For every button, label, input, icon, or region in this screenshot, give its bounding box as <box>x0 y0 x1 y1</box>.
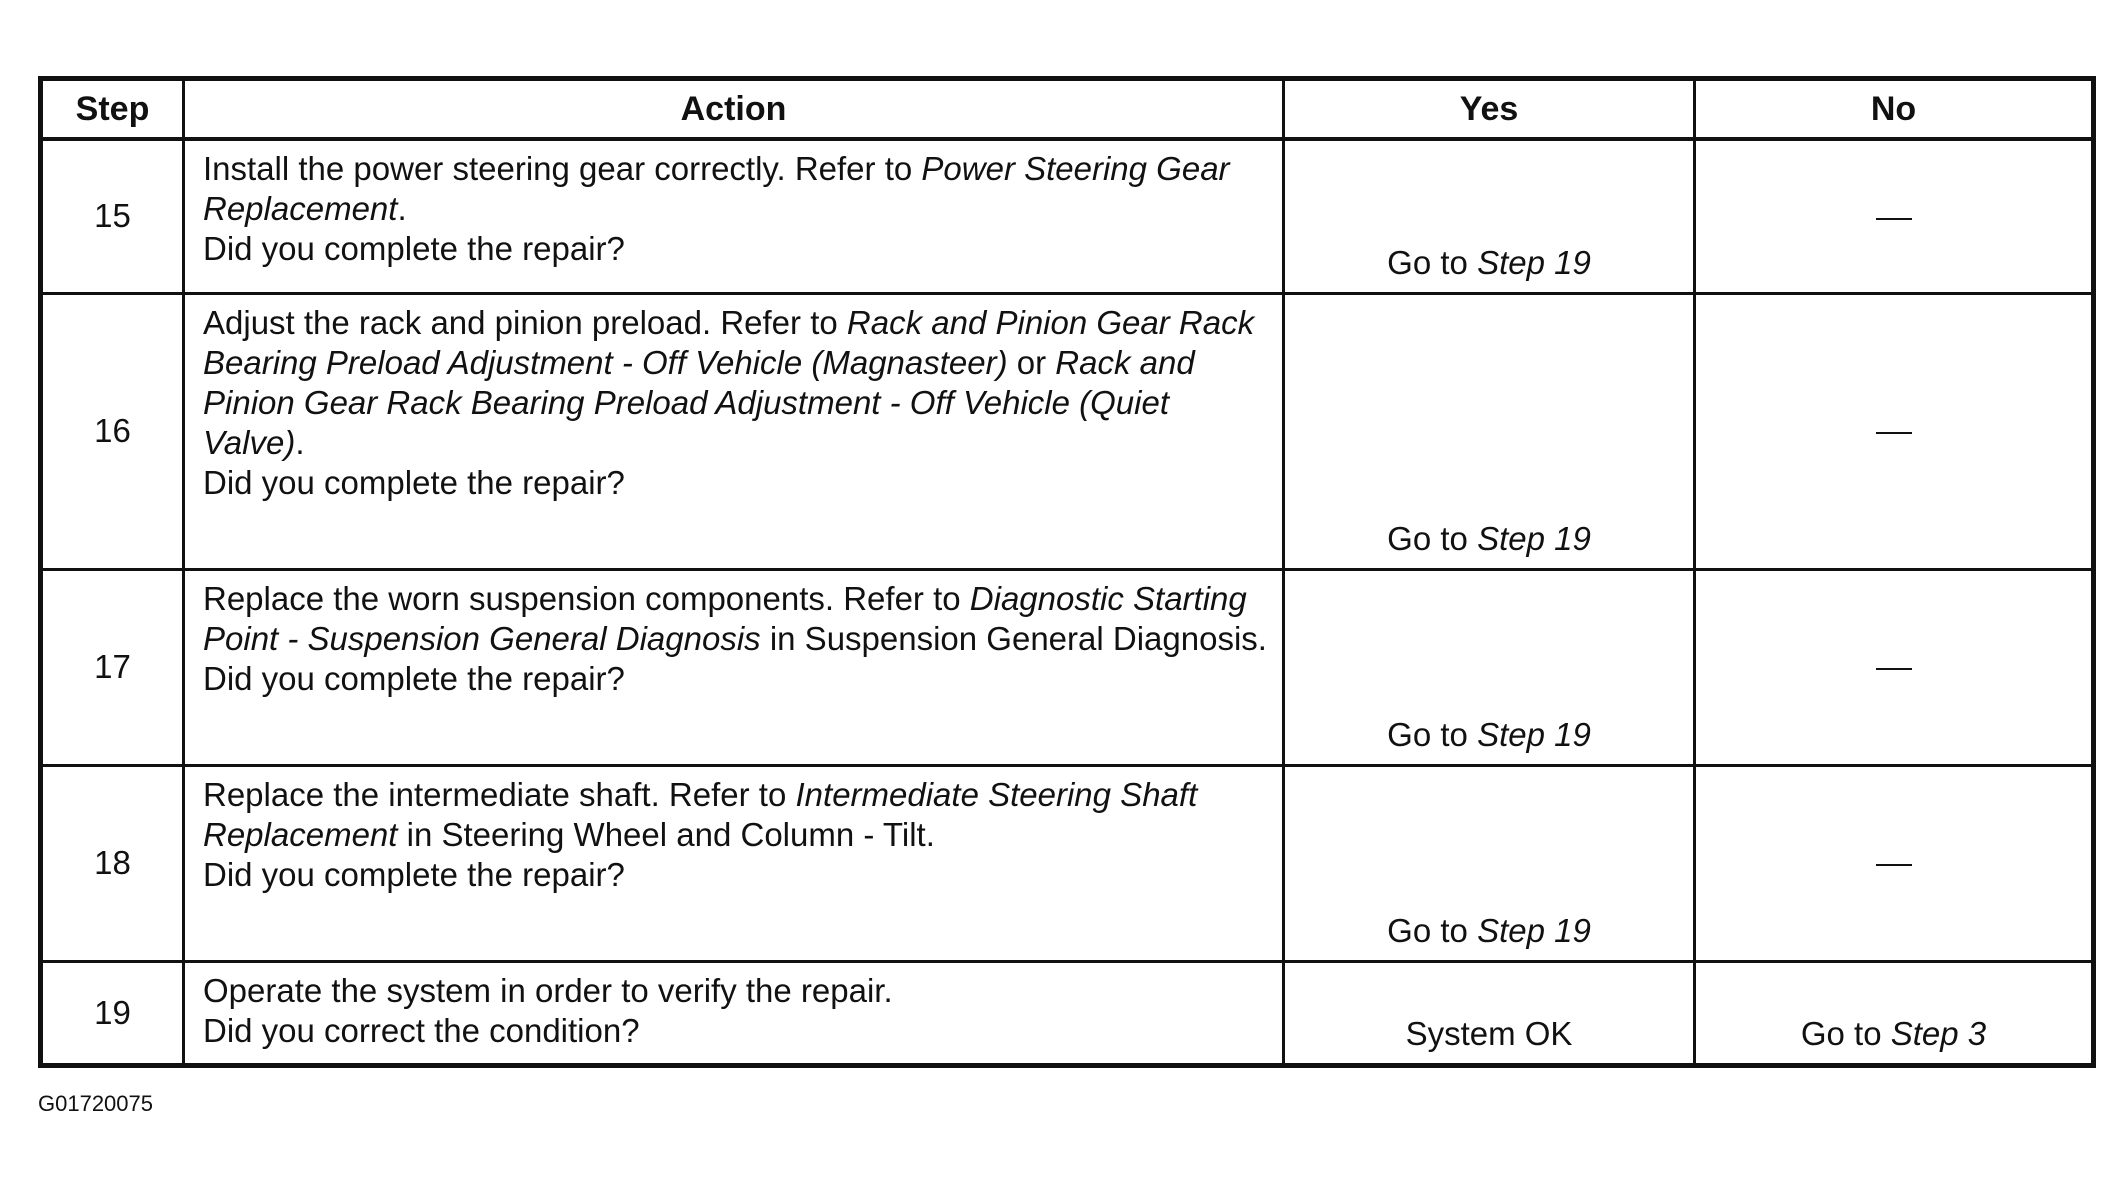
no-result <box>1695 569 2094 765</box>
yes-text: Go to <box>1387 715 1478 753</box>
dash-icon <box>1876 668 1912 670</box>
instruction-text: . <box>397 190 407 227</box>
yes-text: Go to <box>1387 519 1478 557</box>
header-no: No <box>1695 79 2094 140</box>
step-number: 18 <box>41 765 184 961</box>
yes-step-reference: Step 19 <box>1477 715 1591 753</box>
no-step-reference: Step 3 <box>1890 1014 1987 1052</box>
yes-result <box>1284 569 1695 765</box>
action-question: Did you complete the repair? <box>203 230 625 267</box>
instruction-text: Operate the system in order to verify the repair. <box>203 971 893 1009</box>
action-instruction <box>203 149 1272 229</box>
action-content <box>203 303 1272 503</box>
no-result <box>1695 293 2094 569</box>
procedure-reference: Diagnostic Starting Point - Suspension General Diagnosis <box>203 579 1247 657</box>
instruction-text: in Steering Wheel and Column - Tilt. <box>397 815 935 853</box>
action-instruction <box>203 775 1272 855</box>
action-cell <box>184 961 1284 1065</box>
table-row <box>41 293 2094 569</box>
step-number: 19 <box>41 961 184 1065</box>
no-result <box>1695 139 2094 293</box>
table-row <box>41 961 2094 1065</box>
action-question: Did you complete the repair? <box>203 463 625 501</box>
no-text: Go to <box>1800 1014 1891 1052</box>
action-question: Did you complete the repair? <box>203 855 625 893</box>
no-result <box>1695 765 2094 961</box>
step-number: 17 <box>41 569 184 765</box>
instruction-text: Install the power steering gear correctly. Refer to <box>203 150 922 187</box>
yes-text: System OK <box>1405 1014 1573 1052</box>
yes-result <box>1284 765 1695 961</box>
procedure-reference: Intermediate Steering Shaft Replacement <box>203 775 1198 853</box>
instruction-text: in Suspension General Diagnosis. <box>760 619 1267 657</box>
figure-id: G01720075 <box>38 1091 153 1116</box>
yes-result <box>1284 961 1695 1065</box>
yes-result <box>1284 293 1695 569</box>
action-cell <box>184 293 1284 569</box>
action-content <box>203 579 1272 699</box>
yes-step-reference: Step 19 <box>1477 911 1591 949</box>
action-instruction <box>203 303 1272 463</box>
no-result <box>1695 961 2094 1065</box>
action-instruction <box>203 579 1272 659</box>
instruction-text: Replace the intermediate shaft. Refer to <box>203 775 796 813</box>
yes-text: Go to <box>1387 911 1478 949</box>
dash-icon <box>1876 218 1912 220</box>
step-number: 15 <box>41 139 184 293</box>
table-body <box>41 139 2094 1065</box>
step-number: 16 <box>41 293 184 569</box>
yes-result <box>1284 139 1695 293</box>
action-question: Did you complete the repair? <box>203 659 625 697</box>
header-yes: Yes <box>1284 79 1695 140</box>
dash-icon <box>1876 864 1912 866</box>
procedure-reference: Power Steering Gear Replacement <box>203 150 1230 227</box>
table-row <box>41 765 2094 961</box>
dash-icon <box>1876 432 1912 434</box>
action-content <box>203 775 1272 895</box>
instruction-text: . <box>295 423 305 461</box>
table-row <box>41 569 2094 765</box>
header-action: Action <box>184 79 1284 140</box>
yes-step-reference: Step 19 <box>1477 519 1591 557</box>
procedure-reference: Rack and Pinion Gear Rack Bearing Preload Adjustment - Off Vehicle (Quiet Valve) <box>203 343 1195 461</box>
instruction-text: Replace the worn suspension components. Refer to <box>203 579 970 617</box>
instruction-text: or <box>1007 343 1056 381</box>
action-cell <box>184 139 1284 293</box>
header-row <box>41 79 2094 140</box>
action-content <box>203 971 1272 1051</box>
yes-text: Go to <box>1387 243 1478 281</box>
diagnostic-table <box>38 76 2096 1068</box>
action-content <box>203 149 1272 269</box>
table-row <box>41 139 2094 293</box>
header-step: Step <box>41 79 184 140</box>
yes-step-reference: Step 19 <box>1477 243 1591 281</box>
action-cell <box>184 569 1284 765</box>
action-question: Did you correct the condition? <box>203 1011 640 1049</box>
procedure-reference: Rack and Pinion Gear Rack Bearing Preload Adjustment - Off Vehicle (Magnasteer) <box>203 303 1255 381</box>
instruction-text: Adjust the rack and pinion preload. Refer to <box>203 303 847 341</box>
action-cell <box>184 765 1284 961</box>
action-instruction <box>203 971 1272 1011</box>
